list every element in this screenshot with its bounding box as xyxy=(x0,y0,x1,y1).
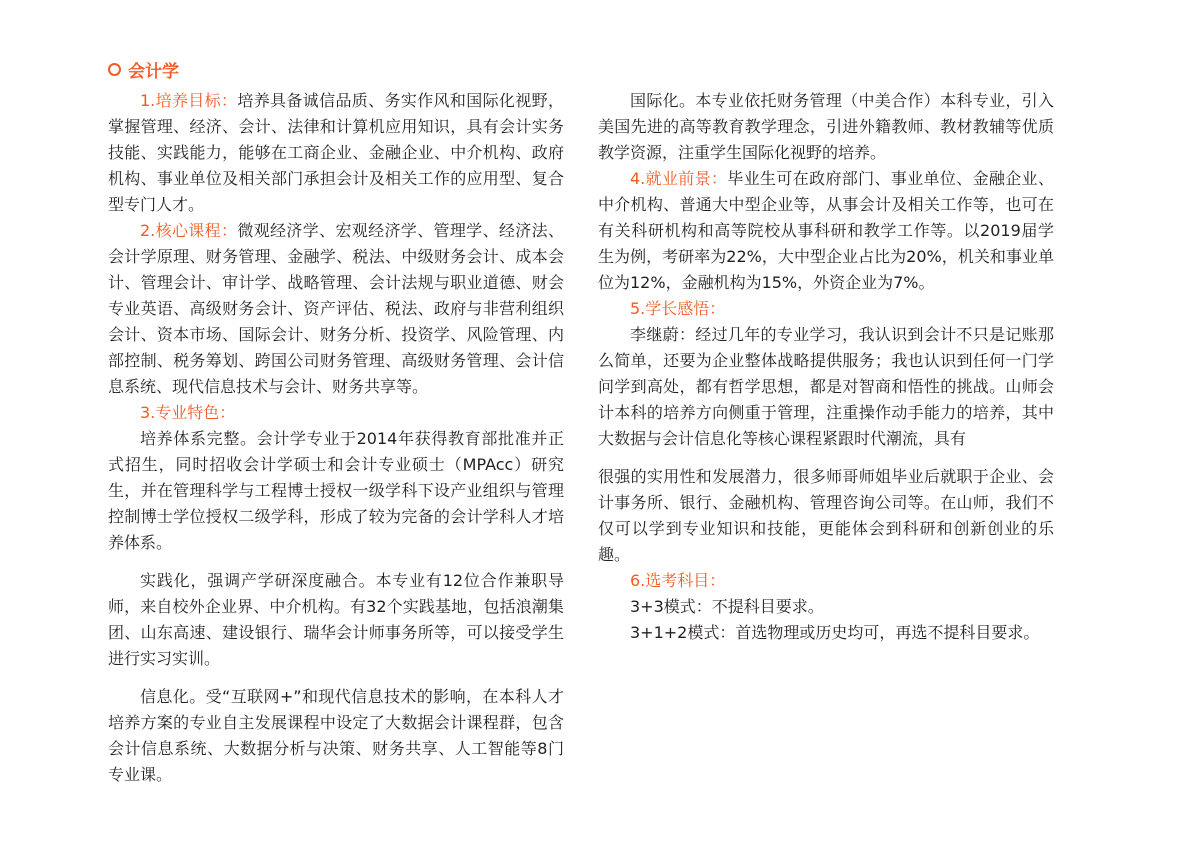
subject-selection-heading xyxy=(598,568,1054,594)
features-information-paragraph: 信息化。受“互联网+”和现代信息技术的影响，在本科人才培养方案的专业自主发展课程中设定了大数据会计课程群，包含会计信息系统、大数据分析与决策、财务共享、人工智能等8门专业课。 xyxy=(108,687,564,784)
core-courses-paragraph xyxy=(108,218,564,400)
section-title: 会计学 xyxy=(128,62,179,82)
senior-insight-label: 5.学长感悟： xyxy=(630,299,726,318)
employment-text: 毕业生可在政府部门、事业单位、金融企业、中介机构、普通大中型企业等，从事会计及相关工作等，也可在有关科研机构和高等院校从事科研和教学工作等。以2019届学生为例，考研率为22%，大中型企业占比为20%，机关和事业单位为12%，金融机构为15%，外资企业为7%。 xyxy=(598,169,1054,292)
section-heading xyxy=(108,57,179,82)
left-column xyxy=(108,88,564,788)
training-goal-label: 1.培养目标： xyxy=(140,91,238,110)
training-goal-text: 培养具备诚信品质、务实作风和国际化视野，掌握管理、经济、会计、法律和计算机应用知识，具有会计实务技能、实践能力，能够在工商企业、金融企业、中介机构、政府机构、事业单位及相关部门承担会计及相关工作的应用型、复合型专门人才。 xyxy=(108,91,564,214)
features-heading xyxy=(108,400,564,426)
features-system-paragraph: 培养体系完整。会计学专业于2014年获得教育部批准并正式招生，同时招收会计学硕士和会计专业硕士（MPAcc）研究生，并在管理科学与工程博士授权一级学科下设产业组织与管理控制博士学位授权二级学科，形成了较为完备的会计学科人才培养体系。 xyxy=(108,429,564,552)
subject-selection-mode-2: 3+1+2模式：首选物理或历史均可，再选不提科目要求。 xyxy=(630,623,1040,642)
employment-paragraph xyxy=(598,166,1054,296)
senior-insight-heading xyxy=(598,296,1054,322)
features-label: 3.专业特色： xyxy=(140,403,236,422)
subject-selection-mode-1: 3+3模式：不提科目要求。 xyxy=(630,597,824,616)
features-practice-paragraph: 实践化，强调产学研深度融合。本专业有12位合作兼职导师，来自校外企业界、中介机构。有32个实践基地，包括浪潮集团、山东高速、建设银行、瑞华会计师事务所等，可以接受学生进行实习实训。 xyxy=(108,571,564,668)
training-goal-paragraph xyxy=(108,88,564,218)
core-courses-label: 2.核心课程： xyxy=(140,221,238,240)
employment-label: 4.就业前景： xyxy=(630,169,728,188)
senior-insight-continued: 很强的实用性和发展潜力，很多师哥师姐毕业后就职于企业、会计事务所、银行、金融机构、管理咨询公司等。在山师，我们不仅可以学到专业知识和技能，更能体会到科研和创新创业的乐趣。 xyxy=(598,467,1054,564)
circle-bullet-icon xyxy=(108,63,121,76)
features-international-paragraph: 国际化。本专业依托财务管理（中美合作）本科专业，引入美国先进的高等教育教学理念，引进外籍教师、教材教辅等优质教学资源，注重学生国际化视野的培养。 xyxy=(598,91,1054,162)
senior-insight-paragraph: 李继蔚：经过几年的专业学习，我认识到会计不只是记账那么简单，还要为企业整体战略提供服务；我也认识到任何一门学问学到高处，都有哲学思想，都是对智商和悟性的挑战。山师会计本科的培养方向侧重于管理，注重操作动手能力的培养，其中大数据与会计信息化等核心课程紧跟时代潮流，具有 xyxy=(598,325,1054,448)
right-column xyxy=(598,88,1054,646)
subject-selection-label: 6.选考科目： xyxy=(630,571,726,590)
core-courses-text: 微观经济学、宏观经济学、管理学、经济法、会计学原理、财务管理、金融学、税法、中级财务会计、成本会计、管理会计、审计学、战略管理、会计法规与职业道德、财会专业英语、高级财务会计、资产评估、税法、政府与非营利组织会计、资本市场、国际会计、财务分析、投资学、风险管理、内部控制、税务筹划、跨国公司财务管理、高级财务管理、会计信息系统、现代信息技术与会计、财务共享等。 xyxy=(108,221,564,396)
